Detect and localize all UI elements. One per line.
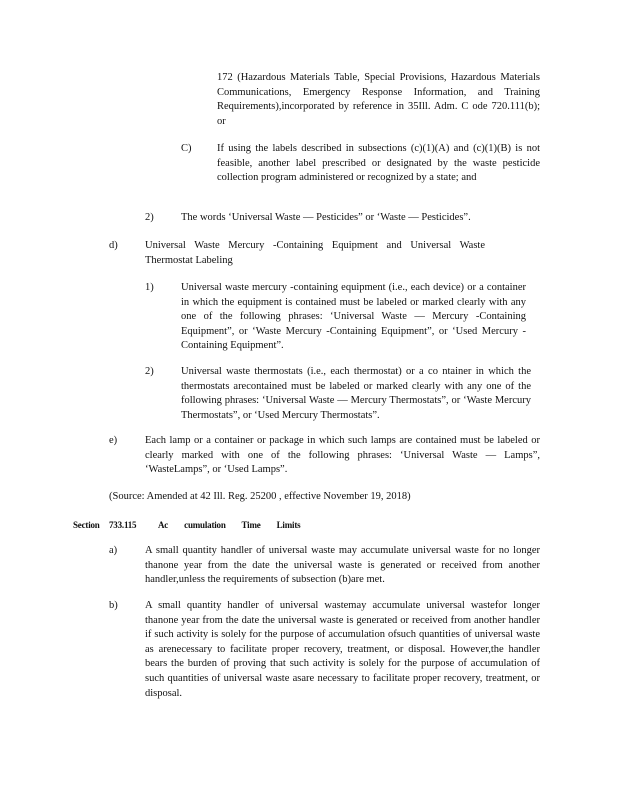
item-d-heading: Universal Waste Mercury -Containing Equipment and Universal Waste Thermostat Labeling (145, 240, 485, 266)
item-section-a-text: A small quantity handler of universal waste may accumulate universal waste for no longer thanone year from the date the universal waste is generated or received from another handler,unless the requirements of subsection (b)are met. (145, 545, 540, 586)
item-c3-label: C) (181, 143, 192, 154)
section-number: 733.115 (109, 520, 137, 530)
item-d1-label: 1) (145, 282, 154, 293)
item-e-text: Each lamp or a container or package in which such lamps are contained must be labeled or clearly marked with one of the following phrases: ‘Universal Waste — Lamps”, ‘WasteLamps”, or ‘Used Lamps”. (145, 435, 540, 476)
section-word: Section (73, 520, 100, 530)
item-section-a-label: a) (109, 545, 118, 556)
item-section-b-text: A small quantity handler of universal wastemay accumulate universal wastefor longer thanone year from the date the universal waste is generated or received from another handler if such activity is solely for the purpose of accumulation ofsuch quantities of universal waste as arenecessary to facilitate proper recovery, treatment, or disposal. However,the handler bears the burden of proving that such activity is solely for the purpose of accumulation of such quantities of universal waste asare necessary to facilitate proper recovery, treatment, or disposal. (145, 600, 540, 699)
item-d2-text: Universal waste thermostats (i.e., each thermostat) or a co ntainer in which the thermostats arecontained must be labeled or marked clearly with any one of the following phrases: ‘Universal Waste — Mercury Thermostats”, or ‘Waste Mercury Thermostats”, or ‘Used Mercury Thermostats”. (181, 366, 531, 421)
item-section-b-label: b) (109, 600, 118, 611)
item-c3-text: If using the labels described in subsections (c)(1)(A) and (c)(1)(B) is not feasible, another label prescribed or designated by the waste pesticide collection program administered or recognized by a state; and (217, 143, 540, 184)
item-c2-text: The words ‘Universal Waste — Pesticides” or ‘Waste — Pesticides”. (181, 212, 471, 223)
item-d-label: d) (109, 240, 118, 251)
item-e-label: e) (109, 435, 118, 446)
source-note: (Source: Amended at 42 Ill. Reg. 25200 , effective November 19, 2018) (109, 491, 411, 502)
continuation-paragraph: 172 (Hazardous Materials Table, Special Provisions, Hazardous Materials Communications, Emergency Response Information, and Training Requirements),incorporated by reference in 35Ill. Adm. C ode 720.111(b); or (217, 72, 540, 127)
section-title: Ac cumulation Time Limits (158, 520, 301, 530)
item-c2-label: 2) (145, 212, 154, 223)
item-d2-label: 2) (145, 366, 154, 377)
item-d1-text: Universal waste mercury -containing equipment (i.e., each device) or a container in which the equipment is contained must be labeled or marked clearly with any one of the following phrases: ‘Universal Waste — Mercury -Containing Equipment”, or ‘Waste Mercury -Containing Equipment”, or ‘Used Mercury -Containing Equipment”. (181, 282, 526, 352)
